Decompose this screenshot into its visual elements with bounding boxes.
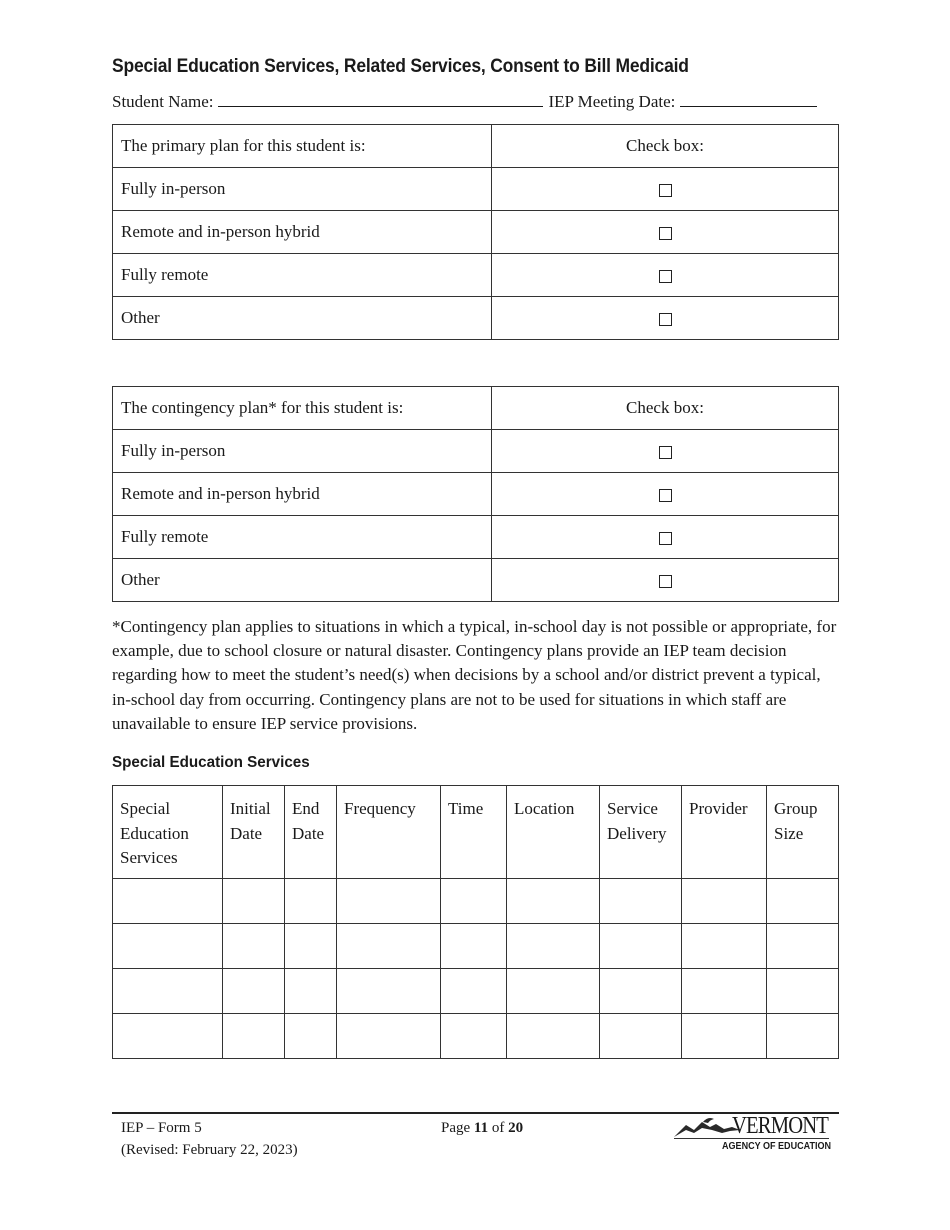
table-row [113, 559, 839, 602]
column-header: Provider [682, 786, 767, 879]
checkbox-other[interactable] [659, 575, 672, 588]
contingency-plan-question: The contingency plan* for this student is: [113, 387, 492, 430]
check-box-header: Check box: [492, 387, 839, 430]
logo-rule [674, 1138, 829, 1139]
logo-subtitle: AGENCY OF EDUCATION [722, 1140, 832, 1152]
table-cell[interactable] [507, 969, 600, 1014]
checkbox-fully-in-person[interactable] [659, 184, 672, 197]
services-table [112, 785, 839, 1059]
table-row [113, 516, 839, 559]
option-cell [492, 473, 839, 516]
iep-date-label: IEP Meeting Date: [548, 92, 676, 111]
vermont-aoe-logo [672, 1112, 839, 1156]
logo-wordmark: VERMONT [732, 1113, 829, 1139]
page-prefix: Page [441, 1120, 471, 1136]
option-label: Other [113, 559, 492, 602]
student-info-line [112, 92, 838, 112]
table-cell[interactable] [507, 924, 600, 969]
option-cell [492, 430, 839, 473]
column-header: Special Education Services [113, 786, 223, 879]
table-cell[interactable] [682, 924, 767, 969]
table-row [113, 297, 839, 340]
table-cell[interactable] [113, 969, 223, 1014]
page-title: Special Education Services, Related Services, Consent to Bill Medicaid [112, 56, 689, 77]
table-cell[interactable] [285, 879, 337, 924]
option-label: Fully remote [113, 254, 492, 297]
option-cell [492, 297, 839, 340]
table-cell[interactable] [113, 1014, 223, 1059]
page-current: 11 [473, 1120, 489, 1136]
section-heading: Special Education Services [112, 754, 310, 771]
student-name-label: Student Name: [112, 92, 214, 111]
contingency-plan-table [112, 386, 839, 602]
table-row [113, 924, 839, 969]
column-header: Time [441, 786, 507, 879]
column-header: End Date [285, 786, 337, 879]
table-row [113, 168, 839, 211]
column-header: Location [507, 786, 600, 879]
table-header-row [113, 387, 839, 430]
table-cell[interactable] [285, 969, 337, 1014]
table-row [113, 430, 839, 473]
table-cell[interactable] [441, 879, 507, 924]
checkbox-fully-in-person[interactable] [659, 446, 672, 459]
page-of: of [491, 1120, 505, 1136]
table-cell[interactable] [767, 1014, 839, 1059]
table-header-row [113, 786, 839, 879]
table-cell[interactable] [285, 924, 337, 969]
table-row [113, 211, 839, 254]
checkbox-other[interactable] [659, 313, 672, 326]
table-cell[interactable] [113, 924, 223, 969]
checkbox-fully-remote[interactable] [659, 270, 672, 283]
table-row [113, 879, 839, 924]
column-header: Service Delivery [600, 786, 682, 879]
student-name-field[interactable] [218, 92, 543, 107]
table-cell[interactable] [767, 879, 839, 924]
table-cell[interactable] [337, 879, 441, 924]
table-cell[interactable] [337, 969, 441, 1014]
table-cell[interactable] [682, 879, 767, 924]
option-cell [492, 254, 839, 297]
column-header: Frequency [337, 786, 441, 879]
table-cell[interactable] [337, 924, 441, 969]
option-cell [492, 168, 839, 211]
table-cell[interactable] [767, 969, 839, 1014]
option-label: Fully in-person [113, 168, 492, 211]
checkbox-fully-remote[interactable] [659, 532, 672, 545]
table-cell[interactable] [600, 879, 682, 924]
table-row [113, 1014, 839, 1059]
table-cell[interactable] [441, 969, 507, 1014]
check-box-header: Check box: [492, 125, 839, 168]
option-cell [492, 516, 839, 559]
table-cell[interactable] [223, 879, 285, 924]
table-cell[interactable] [507, 1014, 600, 1059]
table-cell[interactable] [682, 1014, 767, 1059]
table-cell[interactable] [223, 924, 285, 969]
table-row [113, 969, 839, 1014]
column-header: Initial Date [223, 786, 285, 879]
checkbox-hybrid[interactable] [659, 489, 672, 502]
table-cell[interactable] [285, 1014, 337, 1059]
table-cell[interactable] [441, 1014, 507, 1059]
option-label: Remote and in-person hybrid [113, 473, 492, 516]
table-cell[interactable] [600, 1014, 682, 1059]
option-cell [492, 211, 839, 254]
option-label: Fully in-person [113, 430, 492, 473]
table-cell[interactable] [600, 969, 682, 1014]
table-row [113, 254, 839, 297]
table-cell[interactable] [441, 924, 507, 969]
option-cell [492, 559, 839, 602]
table-cell[interactable] [767, 924, 839, 969]
table-cell[interactable] [600, 924, 682, 969]
column-header: Group Size [767, 786, 839, 879]
primary-plan-question: The primary plan for this student is: [113, 125, 492, 168]
table-cell[interactable] [223, 1014, 285, 1059]
table-cell[interactable] [113, 879, 223, 924]
table-cell[interactable] [682, 969, 767, 1014]
option-label: Fully remote [113, 516, 492, 559]
footer-form-info [121, 1117, 298, 1161]
option-label: Remote and in-person hybrid [113, 211, 492, 254]
table-cell[interactable] [337, 1014, 441, 1059]
revision-date: (Revised: February 22, 2023) [121, 1142, 298, 1158]
primary-plan-table [112, 124, 839, 340]
iep-date-field[interactable] [680, 92, 817, 107]
table-cell[interactable] [507, 879, 600, 924]
table-header-row [113, 125, 839, 168]
table-row [113, 473, 839, 516]
page-number [441, 1117, 523, 1139]
option-label: Other [113, 297, 492, 340]
table-cell[interactable] [223, 969, 285, 1014]
contingency-footnote: *Contingency plan applies to situations in which a typical, in-school day is not possible or appropriate, for example, due to school closure or natural disaster. Contingency plans provide an IEP team decision regarding how to meet the student’s need(s) when decisions by a school and/or district prevent a typical, in-school day from occurring. Contingency plans are not to be used for situations in which staff are unavailable to ensure IEP service provisions. [112, 617, 837, 733]
page-total: 20 [508, 1120, 524, 1136]
checkbox-hybrid[interactable] [659, 227, 672, 240]
form-name: IEP – Form 5 [121, 1120, 202, 1136]
